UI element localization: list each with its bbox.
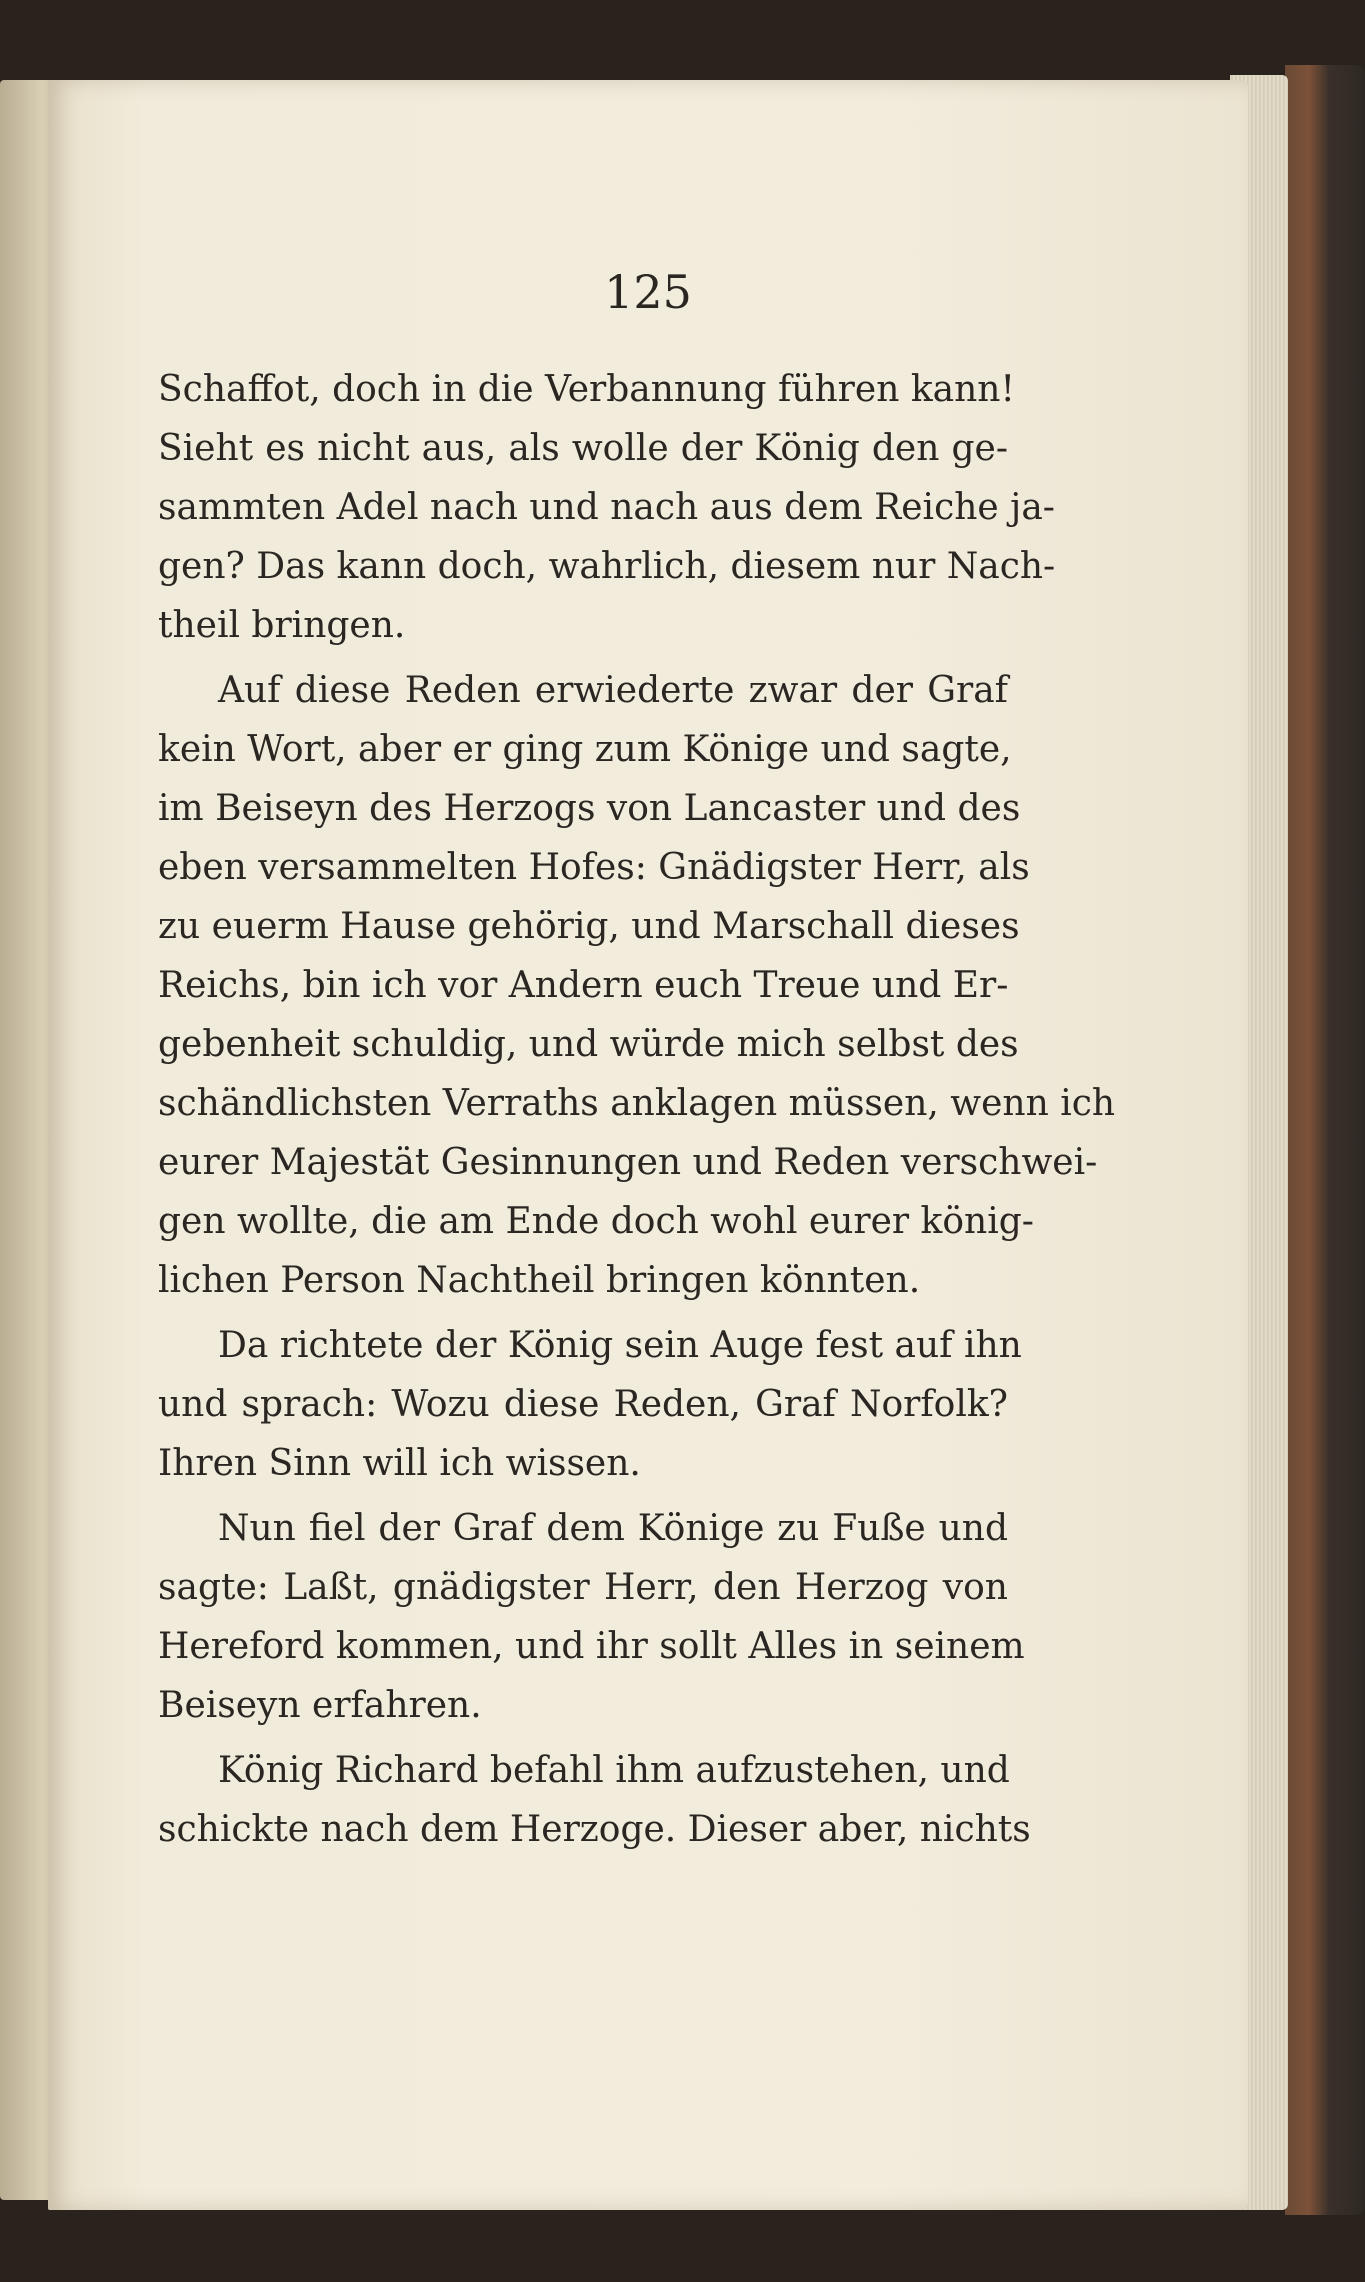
- text-line: Da richtete der König sein Auge fest auf ihn: [218, 1325, 1022, 1366]
- text-line: im Beiseyn des Herzogs von Lancaster und des: [158, 788, 1021, 829]
- text-line: schickte nach dem Herzoge. Dieser aber, nichts: [158, 1809, 1031, 1850]
- text-line: König Richard befahl ihm aufzustehen, und: [218, 1750, 1010, 1791]
- text-line: Auf diese Reden erwiederte zwar der Graf: [218, 670, 1008, 711]
- text-line: Ihren Sinn will ich wissen.: [158, 1443, 641, 1484]
- text-line: schändlichsten Verraths anklagen müssen, wenn ich: [158, 1083, 1116, 1124]
- page-number: 125: [604, 265, 692, 319]
- text-line: eben versammelten Hofes: Gnädigster Herr, als: [158, 847, 1030, 888]
- text-line: gen? Das kann doch, wahrlich, diesem nur Nach-: [158, 546, 1056, 587]
- text-line: gebenheit schuldig, und würde mich selbst des: [158, 1024, 1019, 1065]
- text-line: lichen Person Nachtheil bringen könnten.: [158, 1260, 921, 1301]
- text-line: und sprach: Wozu diese Reden, Graf Norfolk?: [158, 1384, 1008, 1425]
- text-line: Nun fiel der Graf dem Könige zu Fuße und: [218, 1508, 1008, 1549]
- text-line: Reichs, bin ich vor Andern euch Treue und Er-: [158, 965, 1009, 1006]
- text-line: kein Wort, aber er ging zum Könige und sagte,: [158, 729, 1012, 770]
- text-line: sammten Adel nach und nach aus dem Reiche ja-: [158, 487, 1055, 528]
- text-line: sagte: Laßt, gnädigster Herr, den Herzog von: [158, 1567, 1008, 1608]
- text-line: gen wollte, die am Ende doch wohl eurer könig-: [158, 1201, 1034, 1242]
- book-page: [48, 80, 1248, 2210]
- text-line: Sieht es nicht aus, als wolle der König den ge-: [158, 428, 1008, 469]
- text-line: eurer Majestät Gesinnungen und Reden verschwei-: [158, 1142, 1098, 1183]
- text-line: zu euerm Hause gehörig, und Marschall dieses: [158, 906, 1020, 947]
- page-text: [158, 360, 1116, 1859]
- text-line: Schaffot, doch in die Verbannung führen kann!: [158, 369, 1015, 410]
- text-line: theil bringen.: [158, 605, 406, 646]
- text-line: Hereford kommen, und ihr sollt Alles in seinem: [158, 1626, 1025, 1667]
- text-line: Beiseyn erfahren.: [158, 1685, 482, 1726]
- book-cover-edge: [1285, 65, 1365, 2215]
